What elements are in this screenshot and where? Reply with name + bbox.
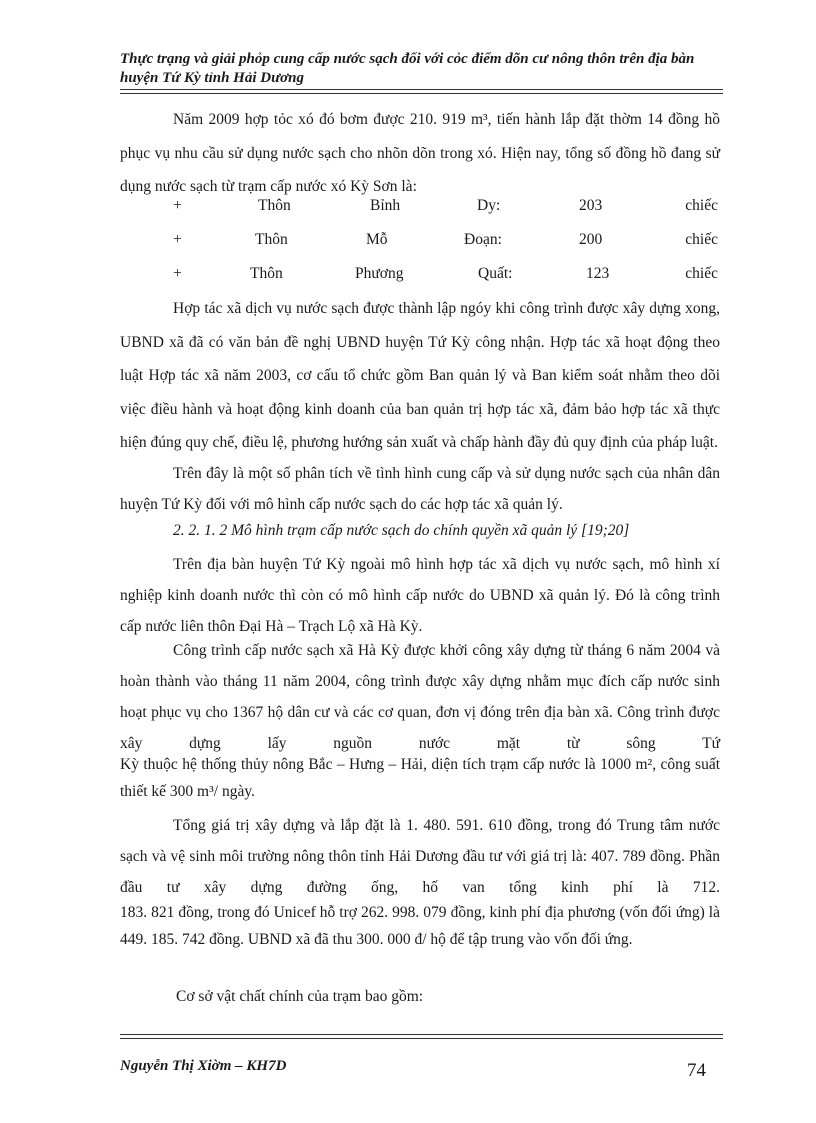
list-col-1: Thôn: [258, 197, 291, 214]
list-col-3: Dy:: [477, 197, 501, 214]
list-item: [120, 223, 720, 257]
footer-rule-thick: [120, 1038, 723, 1039]
list-col-2: Bỉnh: [370, 197, 401, 214]
list-item: [120, 189, 720, 223]
paragraph-5: Công trình cấp nước sạch xã Hà Kỳ được khởi công xây dựng từ tháng 6 năm 2004 và hoàn thành vào tháng 11 năm 2004, công trình được xây dựng nhằm mục đích cấp nước sinh hoạt phục vụ cho 1367 hộ dân cư và các cơ quan, đơn vị đóng trên địa bàn xã. Công trình được xây dựng lấy nguồn nước mặt từ sông Tứ: [120, 642, 720, 752]
list-col-5: chiếc: [685, 265, 718, 282]
list-col-4: 200: [579, 231, 603, 248]
list-col-5: chiếc: [685, 231, 718, 248]
header-rule-thick: [120, 89, 723, 90]
paragraph-3: Trên đây là một số phân tích về tình hình cung cấp và sử dụng nước sạch của nhân dân huyện Tứ Kỳ đối với mô hình cấp nước sạch do các hợp tác xã quản lý.: [120, 465, 720, 513]
list-item: [120, 257, 720, 291]
list-col-1: Thôn: [250, 265, 283, 282]
paragraph-9: Cơ sở vật chất chính của trạm bao gồm:: [176, 988, 424, 1005]
list-col-3: Đoạn:: [464, 231, 502, 248]
list-col-4: 203: [579, 197, 603, 214]
page-number: 74: [687, 1060, 706, 1081]
list-col-3: Quất:: [478, 265, 513, 282]
list-bullet: +: [173, 265, 182, 282]
list-bullet: +: [173, 197, 182, 214]
list-col-2: Phương: [355, 265, 404, 282]
list-col-5: chiếc: [685, 197, 718, 214]
paragraph-2: Hợp tác xã dịch vụ nước sạch được thành lập ngóy khi công trình được xây dựng xong, UBND xã đã có văn bản đề nghị UBND huyện Tứ Kỳ công nhận. Hợp tác xã hoạt động theo luật Hợp tác xã năm 2003, cơ cấu tổ chức gồm Ban quản lý và Ban kiểm soát nhằm theo dõi việc điều hành và hoạt động kinh doanh của ban quản trị hợp tác xã, đảm bảo hợp tác xã thực hiện đúng quy chế, điều lệ, phương hướng sản xuất và chấp hành đầy đủ quy định của pháp luật.: [120, 300, 720, 451]
paragraph-8: 183. 821 đồng, trong đó Unicef hỗ trợ 262. 998. 079 đồng, kinh phí địa phương (vốn đối ứng) là 449. 185. 742 đồng. UBND xã đã thu 300. 000 đ/ hộ để tập trung vào vốn đối ứng.: [120, 904, 720, 948]
footer-rule-thin: [120, 1034, 723, 1035]
paragraph-4: Trên địa bàn huyện Tứ Kỳ ngoài mô hình hợp tác xã dịch vụ nước sạch, mô hình xí nghiệp kinh doanh nước thì còn có mô hình cấp nước do UBND xã quản lý. Đó là công trình cấp nước liên thôn Đại Hà – Trạch Lộ xã Hà Kỳ.: [120, 556, 720, 635]
paragraph-1: Năm 2009 hợp tỏc xó đó bơm được 210. 919 m³, tiến hành lắp đặt thờm 14 đồng hồ phục vụ nhu cầu sử dụng nước sạch cho nhõn dõn trong xó. Hiện nay, tổng số đồng hồ đang sử dụng nước sạch từ trạm cấp nước xó Kỳ Sơn là:: [120, 111, 720, 195]
list-col-2: Mỗ: [366, 231, 388, 248]
list-col-4: 123: [586, 265, 610, 282]
list-col-1: Thôn: [255, 231, 288, 248]
list-bullet: +: [173, 231, 182, 248]
running-header: Thực trạng và giải phỏp cung cấp nước sạch đối với cỏc điểm dõn cư nông thôn trên địa bàn huyện Tứ Kỳ tỉnh Hải Dương: [120, 51, 695, 86]
header-rule-thin: [120, 93, 723, 94]
section-subheading: 2. 2. 1. 2 Mô hình trạm cấp nước sạch do chính quyền xã quản lý [19;20]: [173, 522, 630, 539]
paragraph-7: Tổng giá trị xây dựng và lắp đặt là 1. 480. 591. 610 đồng, trong đó Trung tâm nước sạch và vệ sinh môi trường nông thôn tỉnh Hải Dương đầu tư với giá trị là: 407. 789 đồng. Phần đầu tư xây dựng đường ống, hố van tổng kinh phí là 712.: [120, 817, 720, 896]
paragraph-6: Kỳ thuộc hệ thống thủy nông Bắc – Hưng – Hải, diện tích trạm cấp nước là 1000 m², công suất thiết kế 300 m³/ ngày.: [120, 756, 720, 800]
footer-author: Nguyễn Thị Xiờm – KH7D: [120, 1058, 287, 1074]
